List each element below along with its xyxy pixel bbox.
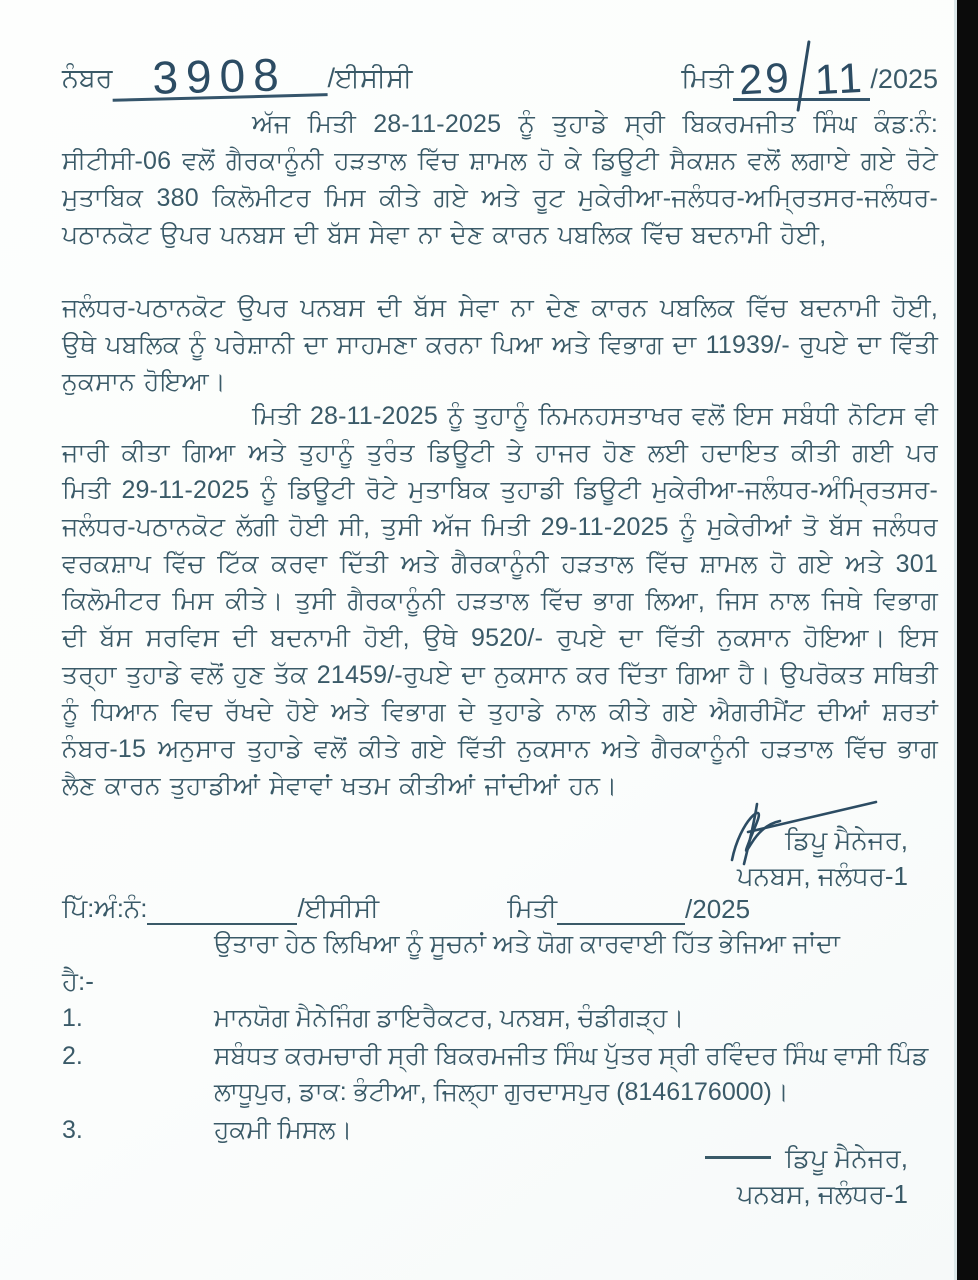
handwritten-date-month: 11 (813, 53, 866, 104)
endorsement-date-group (507, 893, 750, 925)
handwritten-date (733, 40, 870, 104)
endorsement-label: ਪਿੱ:ਅੰ:ਨੰ: (62, 893, 148, 923)
letter-content (62, 0, 938, 1280)
list-item-number: 2. (62, 1042, 83, 1070)
paragraph-1: ਅੱਜ ਮਿਤੀ 28-11-2025 ਨੂੰ ਤੁਹਾਡੇ ਸ੍ਰੀ ਬਿਕਰਮਜੀਤ ਸਿੰਘ ਕੰਡ:ਨੰ: ਸੀਟੀਸੀ-06 ਵਲੋਂ ਗੈਰਕਾਨੂੰਨੀ ਹੜਤਾਲ ਵਿੱਚ ਸ਼ਾਮਲ ਹੋ ਕੇ ਡਿਊਟੀ ਸੈਕਸ਼ਨ ਵਲੋਂ ਲਗਾਏ ਗਏ ਰੋਟੇ ਮੁਤਾਬਿਕ 380 ਕਿਲੋਮੀਟਰ ਮਿਸ ਕੀਤੇ ਗਏ ਅਤੇ ਰੂਟ ਮੁਕੇਰੀਆ-ਜਲੰਧਰ-ਅਮ੍ਰਿਤਸਰ-ਜਲੰਧਰ-ਪਠਾਨਕੋਟ ਉਪਰ ਪਨਬਸ ਦੀ ਬੱਸ ਸੇਵਾ ਨਾ ਦੇਣ ਕਾਰਨ ਪਬਲਿਕ ਵਿੱਚ ਬਦਨਾਮੀ ਹੋਈ, (62, 110, 938, 249)
endorsement-suffix: /ਈਸੀਸੀ (297, 893, 380, 923)
list-item-text: ਸਬੰਧਤ ਕਰਮਚਾਰੀ ਸ੍ਰੀ ਬਿਕਰਮਜੀਤ ਸਿੰਘ ਪੁੱਤਰ ਸ੍ਰੀ ਰਵਿੰਦਰ ਸਿੰਘ ਵਾਸੀ ਪਿੰਡ ਲਾਧੂਪੁਰ, ਡਾਕ: ਭੰਟੀਆ, ਜਿਲ੍ਹਾ ਗੁਰਦਾਸਪੁਰ (8146176000)। (214, 1042, 929, 1106)
list-item (62, 1038, 938, 1110)
copy-to-list (62, 1000, 938, 1150)
signature-block-bottom (528, 1140, 908, 1212)
signature-block-top (568, 822, 908, 894)
endorsement-line (62, 893, 938, 925)
date-suffix: /2025 (870, 64, 938, 94)
date-label: ਮਿਤੀ (681, 63, 734, 93)
endorsement-date-suffix: /2025 (685, 894, 751, 924)
number-suffix: /ਈਸੀਸੀ (327, 63, 413, 93)
photo-edge-band (954, 0, 978, 1280)
handwritten-slash-stroke (796, 40, 810, 112)
letter-header (62, 34, 938, 104)
list-item (62, 1000, 938, 1036)
list-item-text: ਹੁਕਮੀ ਮਿਸਲ। (214, 1116, 353, 1144)
handwritten-date-day: 29 (737, 53, 793, 104)
signatory-title: ਡਿਪੂ ਮੈਨੇਜਰ, (528, 1140, 908, 1176)
date-group (681, 34, 938, 104)
list-item-text: ਮਾਨਯੋਗ ਮੈਨੇਜਿੰਗ ਡਾਇਰੈਕਟਰ, ਪਨਬਸ, ਚੰਡੀਗੜ੍ਹ। (214, 1004, 685, 1032)
signature-dash-stroke (705, 1156, 771, 1159)
forwarding-note-tail: ਹੈ:- (62, 966, 94, 996)
blank-number-field (147, 899, 297, 925)
signatory-title: ਡਿਪੂ ਮੈਨੇਜਰ, (785, 825, 908, 855)
signatory-org: ਪਨਬਸ, ਜਲੰਧਰ-1 (736, 1179, 908, 1209)
blank-date-field (557, 899, 685, 925)
paragraph-2: ਜਲੰਧਰ-ਪਠਾਨਕੋਟ ਉਪਰ ਪਨਬਸ ਦੀ ਬੱਸ ਸੇਵਾ ਨਾ ਦੇਣ ਕਾਰਨ ਪਬਲਿਕ ਵਿੱਚ ਬਦਨਾਮੀ ਹੋਈ, ਉਥੇ ਪਬਲਿਕ ਨੂੰ ਪਰੇਸ਼ਾਨੀ ਦਾ ਸਾਹਮਣਾ ਕਰਨਾ ਪਿਆ ਅਤੇ ਵਿਭਾਗ ਦਾ 11939/- ਰੁਪਏ ਦਾ ਵਿੱਤੀ ਨੁਕਸਾਨ ਹੋਇਆ। (62, 294, 938, 396)
paragraph-3: ਮਿਤੀ 28-11-2025 ਨੂੰ ਤੁਹਾਨੂੰ ਨਿਮਨਹਸਤਾਖਰ ਵਲੋਂ ਇਸ ਸਬੰਧੀ ਨੋਟਿਸ ਵੀ ਜਾਰੀ ਕੀਤਾ ਗਿਆ ਅਤੇ ਤੁਹਾਨੂੰ ਤੁਰੰਤ ਡਿਊਟੀ ਤੇ ਹਾਜਰ ਹੋਣ ਲਈ ਹਦਾਇਤ ਕੀਤੀ ਗਈ ਪਰ ਮਿਤੀ 29-11-2025 ਨੂੰ ਡਿਊਟੀ ਰੋਟੇ ਮੁਤਾਬਿਕ ਤੁਹਾਡੀ ਡਿਊਟੀ ਮੁਕੇਰੀਆ-ਜਲੰਧਰ-ਅੰਮ੍ਰਿਤਸਰ-ਜਲੰਧਰ-ਪਠਾਨਕੋਟ ਲੱਗੀ ਹੋਈ ਸੀ, ਤੁਸੀ ਅੱਜ ਮਿਤੀ 29-11-2025 ਨੂੰ ਮੁਕੇਰੀਆਂ ਤੋ ਬੱਸ ਜਲੰਧਰ ਵਰਕਸ਼ਾਪ ਵਿੱਚ ਟਿੱਕ ਕਰਵਾ ਦਿੱਤੀ ਅਤੇ ਗੈਰਕਾਨੂੰਨੀ ਹੜਤਾਲ ਵਿੱਚ ਸ਼ਾਮਲ ਹੋ ਗਏ ਅਤੇ 301 ਕਿਲੋਮੀਟਰ ਮਿਸ ਕੀਤੇ। ਤੁਸੀ ਗੈਰਕਾਨੂੰਨੀ ਹੜਤਾਲ ਵਿੱਚ ਭਾਗ ਲਿਆ, ਜਿਸ ਨਾਲ ਜਿਥੇ ਵਿਭਾਗ ਦੀ ਬੱਸ ਸਰਵਿਸ ਦੀ ਬਦਨਾਮੀ ਹੋਈ, ਉਥੇ 9520/- ਰੁਪਏ ਦਾ ਵਿੱਤੀ ਨੁਕਸਾਨ ਹੋਇਆ। ਇਸ ਤਰ੍ਹਾ ਤੁਹਾਡੇ ਵਲੋਂ ਹੁਣ ਤੱਕ 21459/-ਰੁਪਏ ਦਾ ਨੁਕਸਾਨ ਕਰ ਦਿੱਤਾ ਗਿਆ ਹੈ। ਉਪਰੋਕਤ ਸਥਿਤੀ ਨੂੰ ਧਿਆਨ ਵਿਚ ਰੱਖਦੇ ਹੋਏ ਅਤੇ ਵਿਭਾਗ ਦੇ ਤੁਹਾਡੇ ਨਾਲ ਕੀਤੇ ਗਏ ਐਗਰੀਮੈਂਟ ਦੀਆਂ ਸ਼ਰਤਾਂ ਨੰਬਰ-15 ਅਨੁਸਾਰ ਤੁਹਾਡੇ ਵਲੋਂ ਕੀਤੇ ਗਏ ਵਿੱਤੀ ਨੁਕਸਾਨ ਅਤੇ ਗੈਰਕਾਨੂੰਨੀ ਹੜਤਾਲ ਵਿੱਚ ਭਾਗ ਲੈਣ ਕਾਰਨ ਤੁਹਾਡੀਆਂ ਸੇਵਾਵਾਂ ਖਤਮ ਕੀਤੀਆਂ ਜਾਂਦੀਆਂ ਹਨ। (62, 402, 938, 800)
number-label: ਨੰਬਰ (62, 63, 113, 93)
list-item-number: 1. (62, 1004, 83, 1032)
forwarding-note: ਉਤਾਰਾ ਹੇਠ ਲਿਖਿਆ ਨੂੰ ਸੂਚਨਾਂ ਅਤੇ ਯੋਗ ਕਾਰਵਾਈ ਹਿੱਤ ਭੇਜਿਆ ਜਾਂਦਾ (214, 930, 840, 958)
handwritten-number: 3908 (112, 53, 328, 102)
signatory-org: ਪਨਬਸ, ਜਲੰਧਰ-1 (736, 861, 908, 891)
endorsement-date-label: ਮਿਤੀ (507, 893, 558, 923)
list-item-number: 3. (62, 1116, 83, 1144)
reference-number-group (62, 48, 413, 104)
